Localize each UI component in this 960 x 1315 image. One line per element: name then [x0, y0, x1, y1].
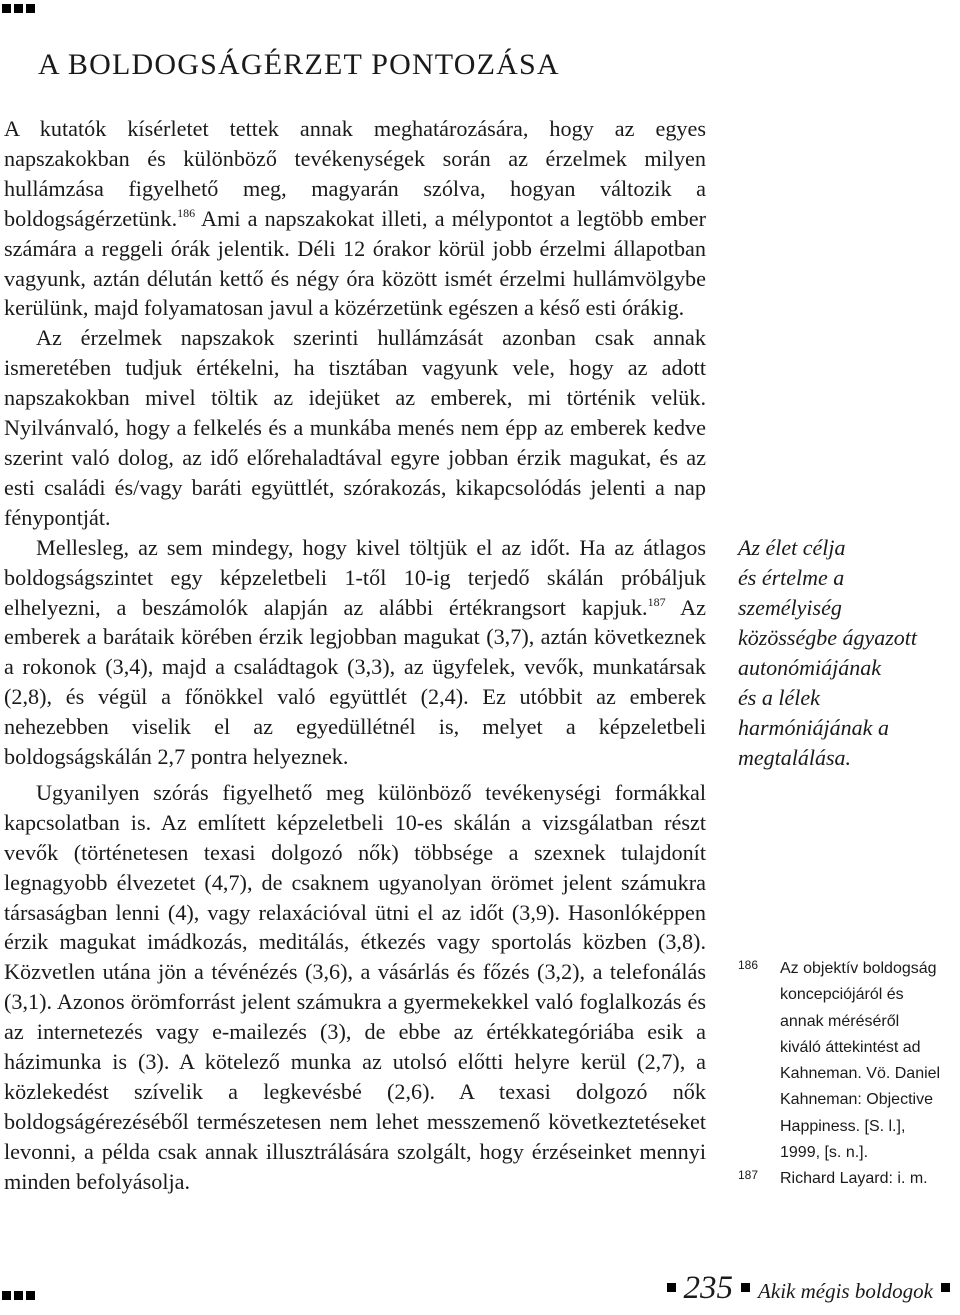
quote-line: közösségbe ágyazott [738, 625, 918, 650]
quote-line: és értelme a [738, 565, 845, 590]
footnote-186 [738, 956, 960, 1166]
quote-line: autonómiájának [738, 655, 881, 680]
main-text [4, 114, 706, 1197]
paragraph-4: Ugyanilyen szórás figyelhető meg különböző tevékenységi formákkal kapcsolatban is. Az említett képzeletbeli 10-es skálán a vizsgálatban részt vevők (történetesen texasi dolgozó nők) többsége a szexnek tulajdonít legnagyobb élvezetet (4,7), de csaknem ugyanolyan örömet jelent számukra társaságban lenni (4), vagy relaxációval ütni el az időt (3,9). Hasonlóképpen érzik magukat imádkozás, meditálás, étkezés vagy sportolás közben (3,8). Közvetlen utána jön a tévénézés (3,6), a vásárlás és főzés (3,2), a telefonálás (3,1). Azonos örömforrást jelent számukra a gyermekekkel való foglalkozás és az internetezés vagy e-mailezés (3), de ebbe az értékkategóriába esik a házimunka is (3). A kötelező munka az utolsó előtti helyre kerül (2,7), a közlekedést szívelik a legkevésbé (2,6). A texasi dolgozó nők boldogságérezéséből természetesen nem lehet messzemenő következtetéseket levonni, a példa csak annak illusztrálására szolgált, hogy érzéseinket mennyi minden befolyásolja. [4, 779, 706, 1194]
footnote-line: kiváló áttekintést ad [780, 1038, 921, 1056]
paragraph-2: Az érzelmek napszakok szerinti hullámzását azonban csak annak ismeretében tudjuk értékelni, ha tisztában vagyunk vele, hogy az adott napszakokban mivel töltik az idejüket az emberek, mi történik velük. Nyilvánvaló, hogy a felkelés és a munkába menés nem épp az emberek kedve szerint való dolog, az idő előrehaladtával egyre jobban érzik magukat, és az esti családi és/vagy baráti együttlét, szórakozás, kikapcsolódás jelenti a nap fénypontját. [4, 325, 706, 530]
footnote-line: annak méréséről [780, 1012, 900, 1030]
running-title: Akik mégis boldogok [758, 1279, 933, 1303]
footnote-ref-186[interactable]: 186 [177, 205, 196, 220]
paragraph-3: Mellesleg, az sem mindegy, hogy kivel töltjük el az időt. Ha az átlagos boldogságszintet egy képzeletbeli 1-től 10-ig terjedő skálán próbáljuk elhelyezni, a beszámolók alapján az alábbi értékrangsort kapjuk.$^{187}$ Az emberek a barátaik körében érzik legjobban magukat (3,7), aztán következnek a rokonok (3,4), majd a családtagok (3,3), az ügyfelek, vevők, munkatársak (2,8), és végül a főnökkel való együttlét (2,4). Ez utóbbit az emberek nehezebben viselik el az egyedüllétnél is, melyet a képzeletbeli boldogságskálán 2,7 pontra helyeznek. [4, 534, 706, 770]
footnote-line: Az objektív boldogság [780, 960, 937, 977]
footnote-line: koncepciójáról és [780, 986, 904, 1004]
footnotes [738, 956, 960, 1193]
footnote-line: 1999, [s. n.]. [780, 1144, 869, 1162]
quote-line: megtalálása. [738, 745, 852, 770]
page-number: 235 [683, 1270, 734, 1306]
quote-line: személyiség [738, 595, 842, 620]
page-footer [663, 1270, 954, 1307]
margin-quote [738, 533, 960, 773]
footnote-number: 187 [738, 1168, 759, 1183]
footnote-line: Richard Layard: i. m. [780, 1170, 928, 1188]
footnote-line: Kahneman: Objective [780, 1091, 933, 1109]
top-corner-marks [2, 4, 38, 13]
quote-line: és a lélek [738, 685, 820, 710]
footnote-number: 186 [738, 958, 759, 972]
quote-line: Az élet célja [738, 535, 846, 560]
footnote-187 [738, 1166, 960, 1192]
bottom-corner-marks [2, 1291, 38, 1300]
footnote-ref-187[interactable]: 187 [647, 594, 666, 609]
footnote-line: Happiness. [S. l.], [780, 1117, 906, 1135]
section-title: A BOLDOGSÁGÉRZET PONTOZÁSA [38, 48, 560, 81]
paragraph-1: A kutatók kísérletet tettek annak meghatározására, hogy az egyes napszakokban és különböző tevékenységek során az érzelmek milyen hullámzása figyelhető meg, magyarán szólva, hogyan változik a boldogságérzetünk.$^{186}$ Ami a napszakokat illeti, a mélypontot a legtöbb ember számára a reggeli órák jelentik. Déli 12 órakor körül jobb érzelmi állapotban vagyunk, aztán délután kettő és négy óra között ismét érzelmi hullámvölgybe kerülünk, majd folyamatosan javul a közérzetünk egészen a késő esti órákig. [4, 116, 706, 321]
quote-line: harmóniájának a [738, 715, 889, 740]
footnote-line: Kahneman. Vö. Daniel [780, 1065, 941, 1083]
